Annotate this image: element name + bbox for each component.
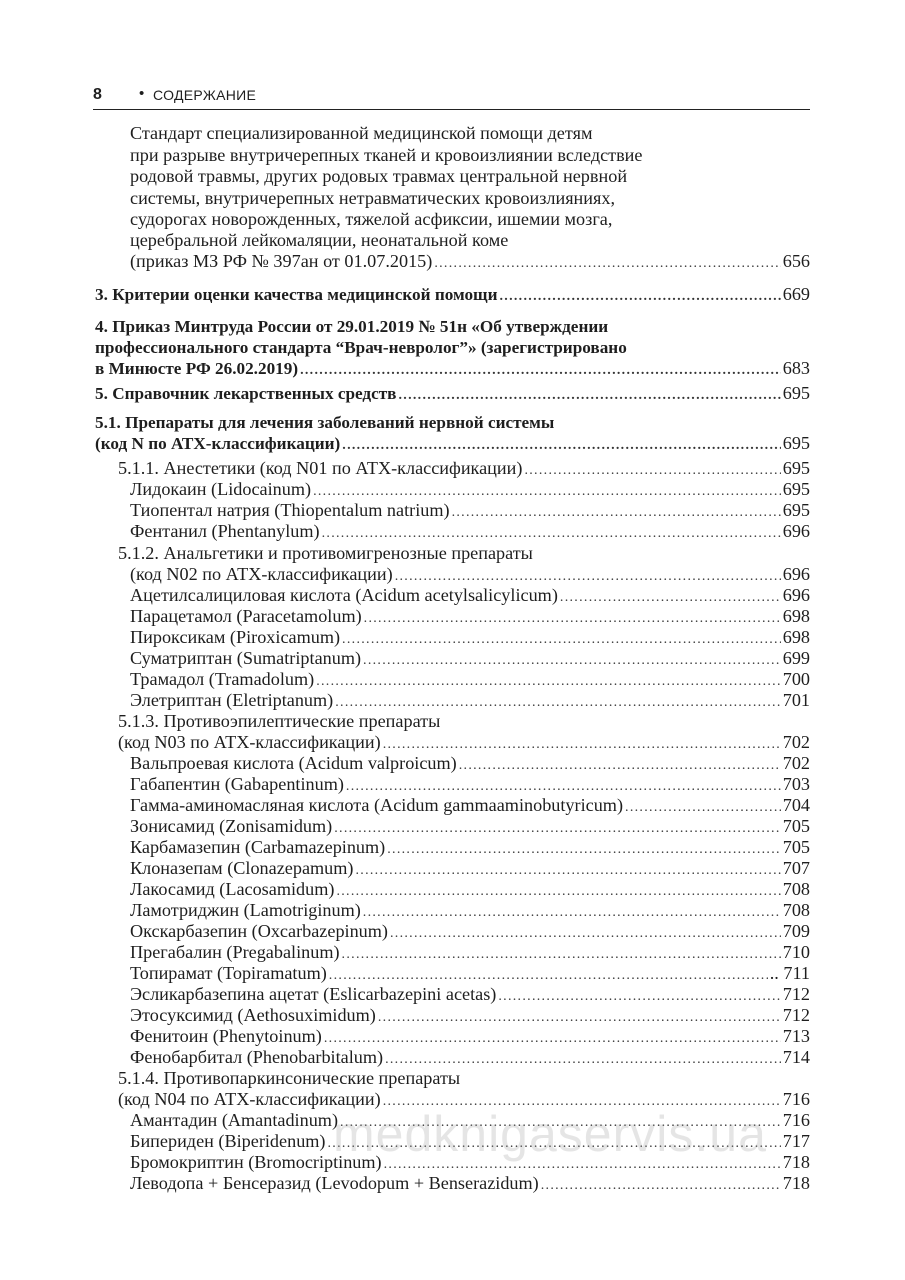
intro-line: родовой травмы, других родовых травмах центральной нервной [130,166,628,186]
entry-title: Вальпроевая кислота (Acidum valproicum) [130,753,457,773]
entry-page: 702 [782,753,810,773]
entry-title: Прегабалин (Pregabalinum) [130,942,340,962]
entry-page: 669 [782,284,810,304]
entry-title: Гамма-аминомасляная кислота (Acidum gammaaminobutyricum) [130,795,624,815]
entry-title: (код N02 по АТХ-классификации) [130,564,393,584]
entry-title: Бромокриптин (Bromocriptinum) [130,1152,382,1172]
entry-page: 705 [782,837,810,857]
entry-title: (код N по АТХ-классификации) [95,434,341,453]
entry-title: 5. Справочник лекарственных средств [95,384,397,403]
entry-title: Фентанил (Phentanylum) [130,521,320,541]
toc-entry [130,795,810,818]
toc-entry [130,627,810,650]
entry-title: Трамадол (Tramadolum) [130,669,315,689]
toc-entry [118,458,810,481]
toc-entry [130,879,810,902]
toc-entry [130,669,810,692]
entry-title: Зонисамид (Zonisamidum) [130,816,333,836]
toc-subsection-line: 5.1.2. Анальгетики и противомигренозные препараты [118,543,533,563]
entry-title: Этосуксимид (Aethosuximidum) [130,1005,376,1025]
entry-title: Суматриптан (Sumatriptanum) [130,648,362,668]
toc-entry [130,606,810,629]
entry-title: (код N03 по АТХ-классификации) [118,732,381,752]
entry-title: Леводопа + Бенсеразид (Levodopum + Benserazidum) [130,1173,539,1193]
toc-entry [130,753,810,776]
toc-entry [130,648,810,671]
toc-section [95,433,810,456]
entry-page: 701 [782,690,810,710]
entry-page: 695 [782,383,810,403]
entry-page: 695 [782,458,810,478]
toc-entry [130,921,810,944]
toc-entry [118,732,810,755]
entry-title: Ацетилсалициловая кислота (Acidum acetylsalicylicum) [130,585,558,605]
entry-title: Пироксикам (Piroxicamum) [130,627,341,647]
toc-subsection-line: 5.1.3. Противоэпилептические препараты [118,711,441,731]
leader-dots [541,1175,781,1196]
entry-title: Клоназепам (Clonazepamum) [130,858,354,878]
entry-page: 705 [782,816,810,836]
toc-entry [130,564,810,587]
entry-page: 695 [782,500,810,520]
toc-entry [130,984,810,1007]
entry-page: 708 [782,879,810,899]
entry-page: 702 [782,732,810,752]
entry-title: Топирамат (Topiramatum) [130,963,327,983]
leader-dots [398,385,780,406]
entry-page: 696 [782,585,810,605]
watermark: medknigaservis.ua [333,1106,767,1162]
entry-page: 704 [782,795,810,815]
toc-entry [130,251,810,274]
entry-page: 700 [782,669,810,689]
entry-page: 696 [782,521,810,541]
toc-entry [130,900,810,923]
entry-title: Ламотриджин (Lamotriginum) [130,900,361,920]
entry-page: 698 [782,606,810,626]
entry-page: .. 711 [769,963,810,983]
toc-section-line: 5.1. Препараты для лечения заболеваний нервной системы [95,413,555,432]
intro-line: системы, внутричерепных нетравматических кровоизлияниях, [130,188,616,208]
entry-page: 713 [782,1026,810,1046]
section-title: СОДЕРЖАНИЕ [153,87,257,103]
entry-title: в Минюсте РФ 26.02.2019) [95,359,299,378]
entry-page: 695 [782,479,810,499]
toc-entry [130,816,810,839]
entry-page: 714 [782,1047,810,1067]
entry-page: 699 [782,648,810,668]
toc-section-line: профессионального стандарта “Врач-невролог”» (зарегистрировано [95,338,627,357]
entry-title: Парацетамол (Paracetamolum) [130,606,362,626]
toc-section-line: 4. Приказ Минтруда России от 29.01.2019 № 51н «Об утверждении [95,317,609,336]
leader-dots [342,435,780,456]
entry-page: 695 [782,433,810,453]
entry-page: 656 [782,251,810,271]
entry-title: 3. Критерии оценки качества медицинской помощи [95,285,498,304]
leader-dots [434,253,780,274]
intro-line: церебральной лейкомаляции, неонатальной коме [130,230,509,250]
entry-page: 707 [782,858,810,878]
entry-title: Элетриптан (Eletriptanum) [130,690,334,710]
entry-page: 696 [782,564,810,584]
entry-title: Фенитоин (Phenytoinum) [130,1026,322,1046]
entry-page: 716 [782,1089,810,1109]
entry-page: 712 [782,984,810,1004]
entry-page: 698 [782,627,810,647]
entry-page: 703 [782,774,810,794]
entry-title: Лидокаин (Lidocainum) [130,479,312,499]
toc-entry [130,774,810,797]
entry-title: Фенобарбитал (Phenobarbitalum) [130,1047,384,1067]
toc-entry [130,858,810,881]
entry-title: (код N04 по АТХ-классификации) [118,1089,381,1109]
toc-entry [130,942,810,965]
toc-section [95,284,810,307]
entry-page: 716 [782,1110,810,1130]
header-rule [93,109,810,110]
entry-title: Тиопентал натрия (Thiopentalum natrium) [130,500,450,520]
leader-dots [322,523,781,544]
entry-page: 718 [782,1173,810,1193]
toc-entry [130,479,810,502]
entry-title: Амантадин (Amantadinum) [130,1110,339,1130]
page-number: 8 [93,86,102,103]
entry-title: Биперидeн (Biperidenum) [130,1131,326,1151]
entry-title: (приказ МЗ РФ № 397ан от 01.07.2015) [130,251,433,271]
entry-page: 718 [782,1152,810,1172]
toc-entry [130,1047,810,1070]
toc-subsection-line: 5.1.4. Противопаркинсонические препараты [118,1068,461,1088]
entry-page: 683 [782,358,810,378]
intro-line: при разрыве внутричерепных тканей и кровоизлиянии вследствие [130,145,643,165]
intro-line: судорогах новорожденных, тяжелой асфиксии, ишемии мозга, [130,209,613,229]
entry-title: Лакосамид (Lacosamidum) [130,879,335,899]
entry-title: 5.1.1. Анестетики (код N01 по АТХ-классификации) [118,458,523,478]
intro-line: Стандарт специализированной медицинской помощи детям [130,123,593,143]
entry-title: Окскарбазепин (Oxcarbazepinum) [130,921,388,941]
toc-entry [130,1173,810,1196]
toc-entry [130,690,810,713]
toc-entry [130,585,810,608]
toc-entry [130,1026,810,1049]
toc-entry [130,521,810,544]
toc-entry [130,500,810,523]
toc-entry [130,963,810,986]
leader-dots [499,286,780,307]
bullet-icon: • [139,85,145,102]
running-header [93,82,810,108]
toc-entry [130,1005,810,1028]
entry-page: 710 [782,942,810,962]
entry-title: Эсликарбазепина ацетат (Eslicarbazepini acetas) [130,984,497,1004]
entry-page: 717 [782,1131,810,1151]
entry-page: 708 [782,900,810,920]
toc-entry [130,837,810,860]
entry-page: 712 [782,1005,810,1025]
entry-title: Габапентин (Gabapentinum) [130,774,344,794]
entry-title: Карбамазепин (Carbamazepinum) [130,837,386,857]
entry-page: 709 [782,921,810,941]
leader-dots [300,360,781,381]
toc-section [95,383,810,406]
toc-section [95,358,810,381]
